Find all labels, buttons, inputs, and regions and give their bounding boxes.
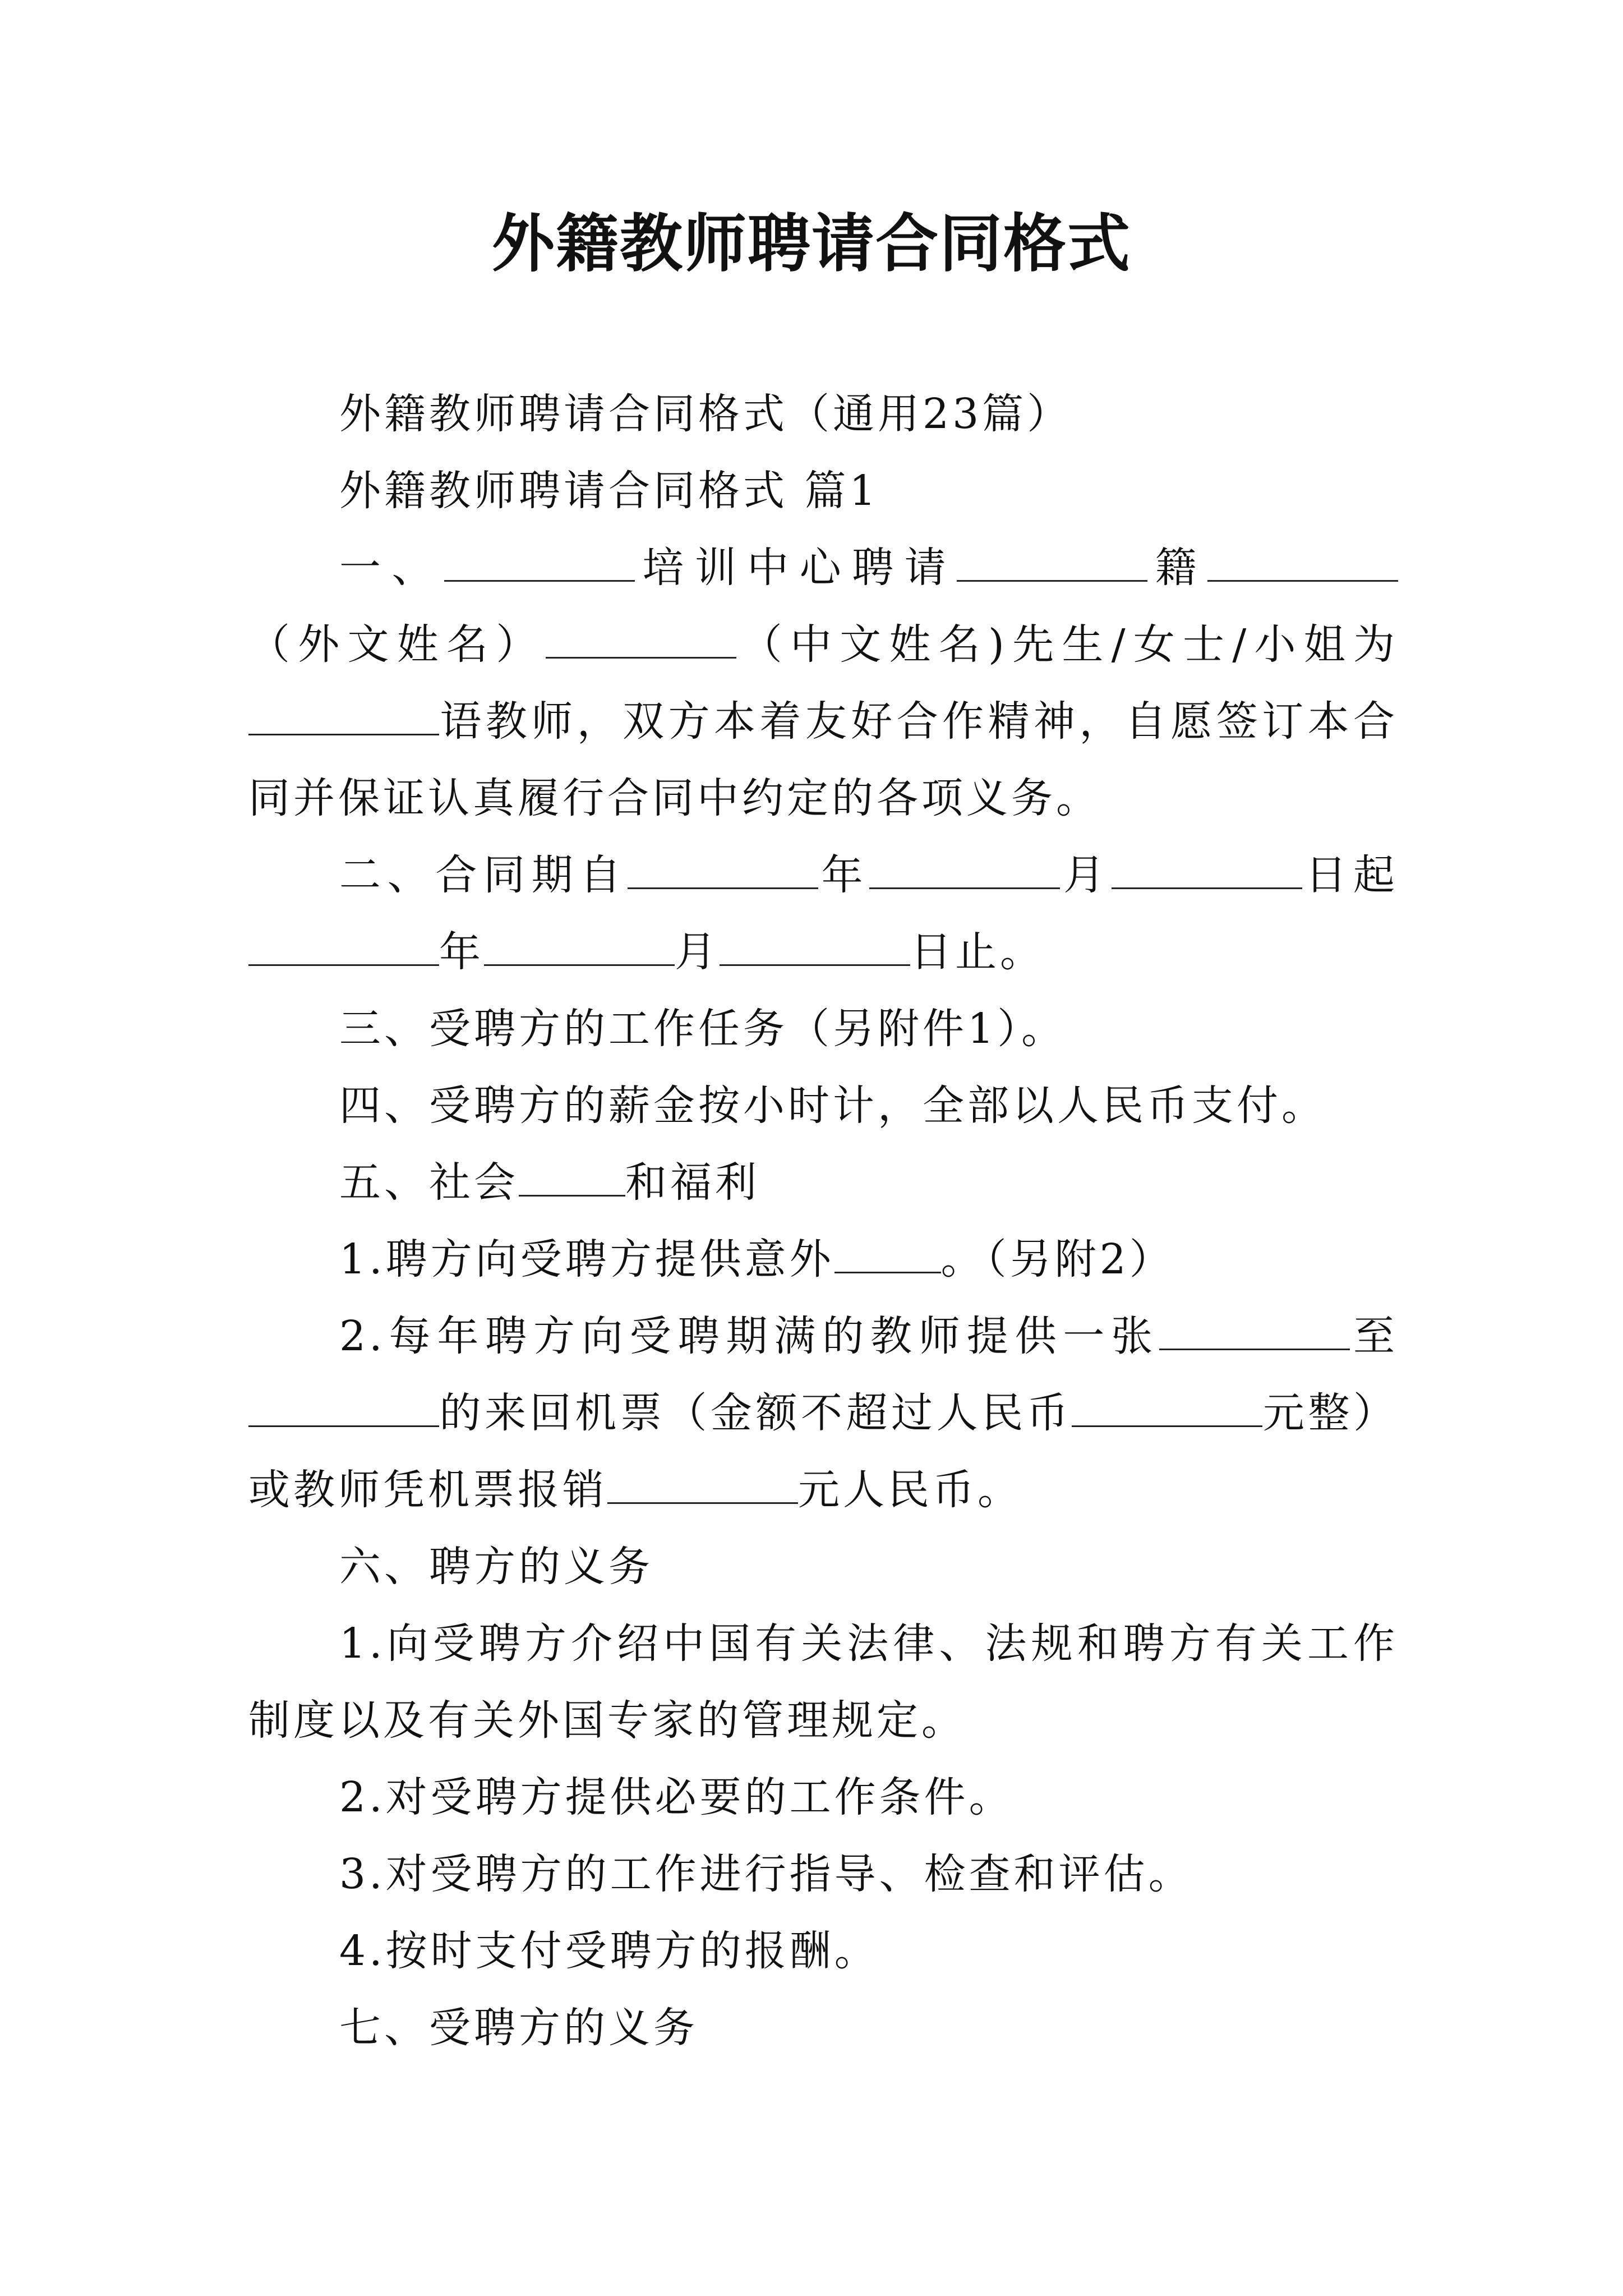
blank-field bbox=[957, 541, 1147, 582]
blank-field bbox=[248, 694, 439, 735]
clause-5-text: 五、社会 bbox=[339, 1158, 519, 1207]
item-5-2 bbox=[248, 1298, 1398, 1529]
clause-2-text: 月 bbox=[1060, 851, 1112, 899]
blank-field bbox=[607, 1463, 798, 1504]
blank-field bbox=[519, 1156, 625, 1197]
clause-6: 六、聘方的义务 bbox=[339, 1543, 653, 1591]
item-5-2-text: 2.每年聘方向受聘期满的教师提供一张 bbox=[339, 1312, 1160, 1360]
clause-1-text: 语教师，双方本着友好合作精神，自愿签订本合同并保证认真履行合同中约定的各项义务。 bbox=[248, 697, 1398, 822]
item-5-1-text: 。（另附2） bbox=[940, 1235, 1174, 1283]
item-5-1-text: 1.聘方向受聘方提供意外 bbox=[339, 1235, 834, 1283]
clause-1-text: 培训中心聘请 bbox=[634, 544, 957, 592]
item-5-1 bbox=[248, 1221, 1398, 1298]
blank-field bbox=[484, 925, 675, 966]
document-subtitle: 外籍教师聘请合同格式（通用23篇） bbox=[339, 390, 1072, 438]
blank-field bbox=[1112, 848, 1302, 889]
clause-5 bbox=[248, 1144, 1398, 1221]
item-6-4: 4.按时支付受聘方的报酬。 bbox=[339, 1927, 879, 1975]
item-5-2-text: 至 bbox=[1350, 1312, 1398, 1360]
clause-4: 四、受聘方的薪金按小时计，全部以人民币支付。 bbox=[339, 1082, 1326, 1130]
item-6-2: 2.对受聘方提供必要的工作条件。 bbox=[339, 1773, 1014, 1821]
item-6-3: 3.对受聘方的工作进行指导、检查和评估。 bbox=[339, 1850, 1193, 1898]
blank-field bbox=[1207, 541, 1398, 582]
document-body bbox=[248, 376, 1398, 2067]
clause-2-text: 日止。 bbox=[910, 928, 1045, 976]
blank-field bbox=[1159, 1309, 1350, 1350]
clause-1-text: 一、 bbox=[339, 544, 444, 592]
blank-field bbox=[720, 925, 910, 966]
clause-2 bbox=[248, 837, 1398, 991]
clause-1-text: （外文姓名） bbox=[248, 620, 546, 669]
item-5-2-text: 元整）或教师凭机票报销 bbox=[248, 1389, 1399, 1514]
item-5-2-text: 的来回机票（金额不超过人民币 bbox=[439, 1389, 1072, 1437]
blank-field bbox=[546, 618, 736, 659]
clause-2-text: 二、合同期自 bbox=[339, 851, 628, 899]
clause-1-text: 籍 bbox=[1147, 544, 1208, 592]
blank-field bbox=[444, 541, 635, 582]
blank-field bbox=[248, 925, 439, 966]
item-6-1: 1.向受聘方介绍中国有关法律、法规和聘方有关工作制度以及有关外国专家的管理规定。 bbox=[248, 1619, 1398, 1745]
blank-field bbox=[834, 1232, 941, 1273]
blank-field bbox=[248, 1386, 439, 1427]
clause-3: 三、受聘方的工作任务（另附件1）。 bbox=[339, 1005, 1067, 1053]
clause-5-text: 和福利 bbox=[625, 1158, 760, 1207]
clause-1-text: （中文姓名)先生/女士/小姐为 bbox=[736, 620, 1399, 669]
blank-field bbox=[1072, 1386, 1262, 1427]
clause-1 bbox=[248, 530, 1398, 837]
clause-2-text: 年 bbox=[818, 851, 870, 899]
section-heading: 外籍教师聘请合同格式 篇1 bbox=[339, 467, 879, 515]
blank-field bbox=[869, 848, 1060, 889]
item-5-2-text: 元人民币。 bbox=[798, 1466, 1022, 1514]
clause-2-text: 月 bbox=[675, 928, 720, 976]
document-title: 外籍教师聘请合同格式 bbox=[492, 207, 1131, 280]
clause-7: 七、受聘方的义务 bbox=[339, 2004, 698, 2052]
blank-field bbox=[628, 848, 818, 889]
clause-2-text: 日起 bbox=[1302, 851, 1399, 899]
clause-2-text: 年 bbox=[439, 928, 484, 976]
